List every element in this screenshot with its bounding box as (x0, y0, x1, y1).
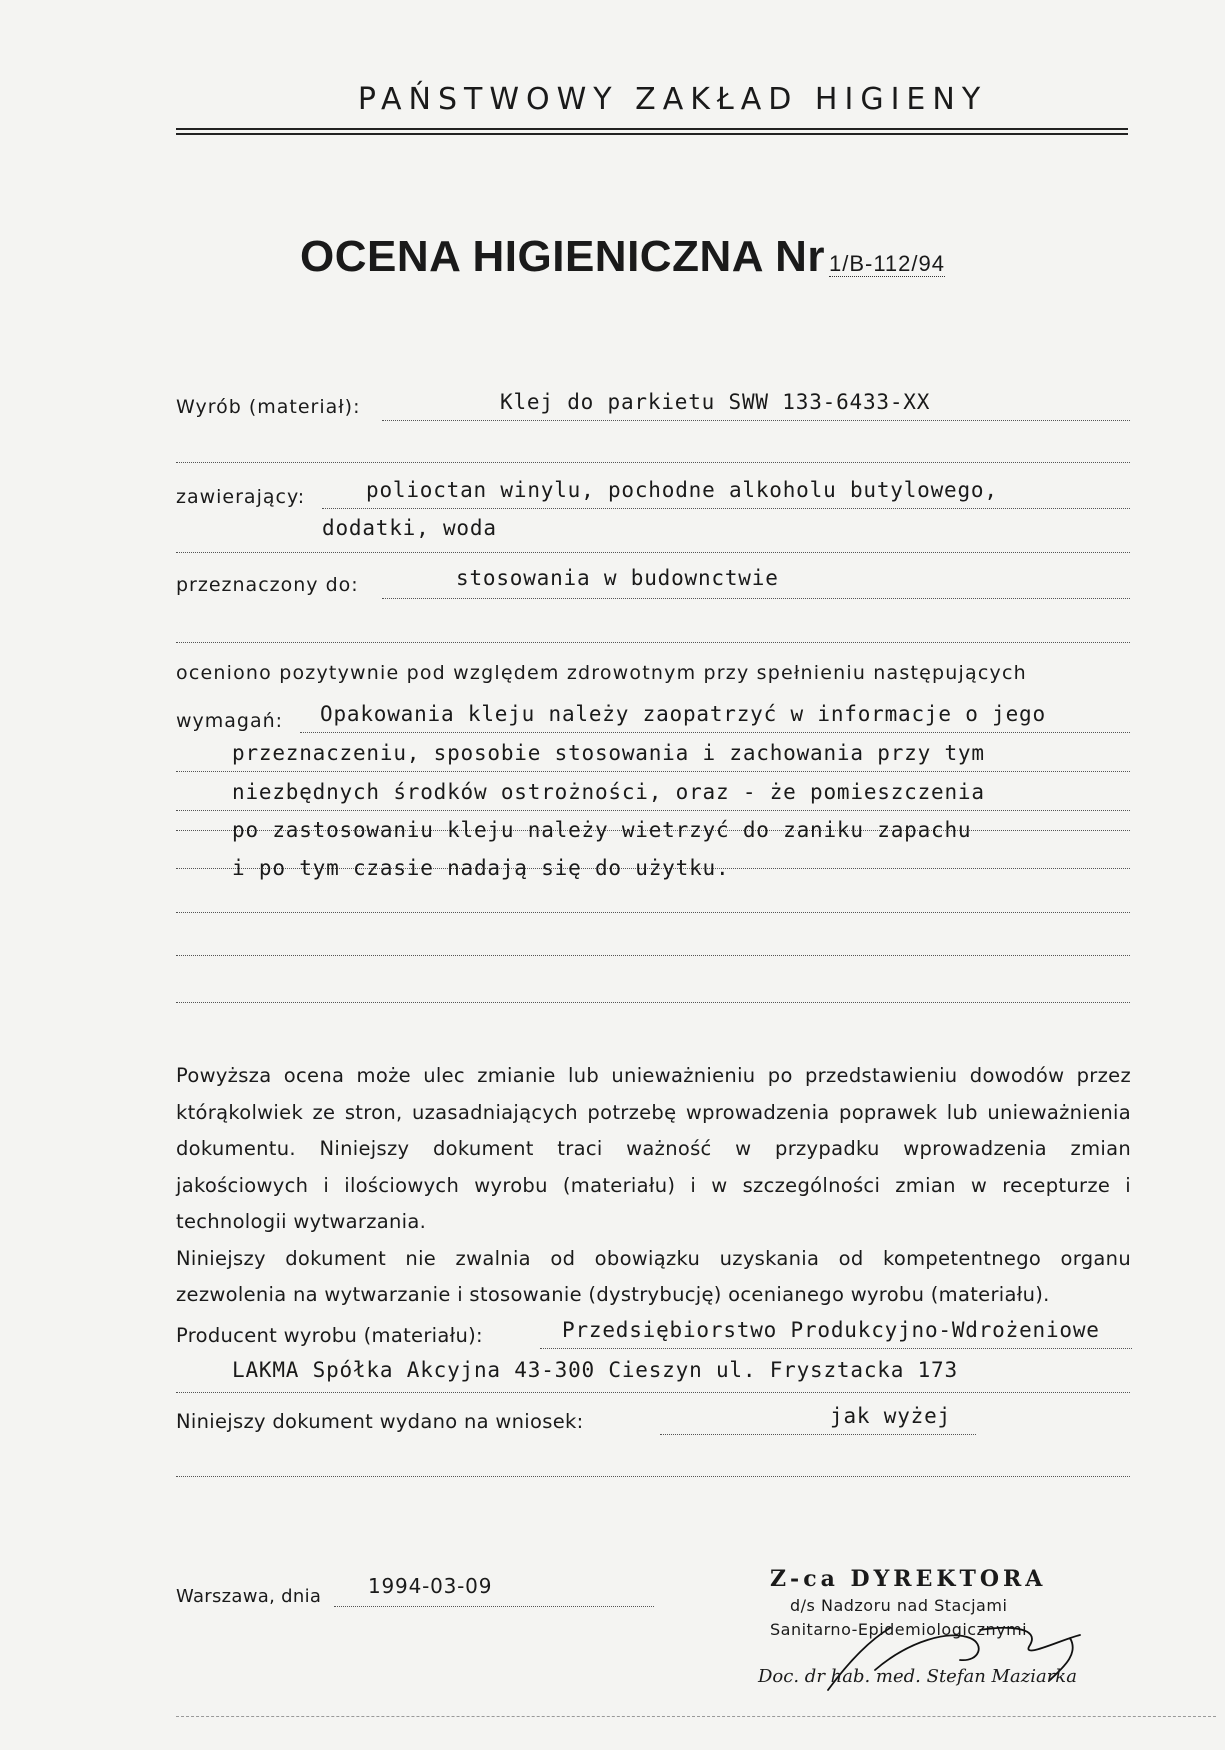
wyrob-dotline (382, 420, 1130, 421)
stamp-line-2: d/s Nadzoru nad Stacjami (790, 1596, 1008, 1615)
blank-dotline (176, 552, 1130, 553)
issue-date: 1994-03-09 (368, 1574, 493, 1598)
oceniono-text: oceniono pozytywnie pod względem zdrowotnym przy spełnieniu następujących (176, 662, 1027, 684)
zawierajacy-dotline (322, 508, 1130, 509)
wymagan-dotline-1 (300, 732, 1130, 733)
issued-label: Niniejszy dokument wydano na wniosek: (176, 1410, 584, 1433)
header-rule-bottom (176, 133, 1128, 135)
bottom-edge-line (176, 1716, 1216, 1717)
notice-paragraph-2: Niniejszy dokument nie zwalnia od obowiązku uzyskania od kompetentnego organu zezwolenia na wytwarzanie i stosowanie (dystrybucję) ocenianego wyrobu (materiału). (176, 1246, 1131, 1306)
wymagan-line-5: i po tym czasie nadają się do użytku. (232, 856, 730, 880)
producer-dotline-2 (176, 1392, 1130, 1393)
document-number: 1/B-112/94 (828, 251, 945, 276)
wymagan-dotline-2 (176, 771, 1130, 772)
przeznaczony-label: przeznaczony do: (176, 574, 359, 596)
wymagan-line-3: niezbędnych środków ostrożności, oraz - że pomieszczenia (232, 780, 985, 804)
stamp-line-1: Z-ca DYREKTORA (770, 1566, 1047, 1592)
title-text: OCENA HIGIENICZNA Nr (300, 232, 825, 281)
issued-value: jak wyżej (830, 1404, 951, 1428)
wymagan-label: wymagań: (176, 710, 284, 732)
document-title (300, 232, 945, 282)
przeznaczony-value: stosowania w budownctwie (456, 566, 779, 590)
header-rule-top (176, 128, 1128, 130)
blank-dotline (176, 462, 1130, 463)
wymagan-line-4: po zastosowaniu kleju należy wietrzyć do zaniku zapachu (232, 818, 972, 842)
producer-dotline-1 (540, 1348, 1132, 1349)
wyrob-value: Klej do parkietu SWW 133-6433-XX (500, 390, 931, 414)
przeznaczony-dotline (382, 598, 1130, 599)
blank-dotline (176, 1002, 1130, 1003)
wymagan-line-1: Opakowania kleju należy zaopatrzyć w informacje o jego (320, 702, 1046, 726)
producer-line-1: Przedsiębiorstwo Produkcyjno-Wdrożeniowe (562, 1318, 1100, 1342)
wymagan-dotline-3 (176, 810, 1130, 811)
wyrob-label: Wyrób (materiał): (176, 396, 361, 418)
signer-name: Doc. dr hab. med. Stefan Maziarka (758, 1666, 1077, 1687)
producer-label: Producent wyrobu (materiału): (176, 1324, 483, 1347)
place-date-label: Warszawa, dnia (176, 1586, 322, 1607)
notice-paragraph-1: Powyższa ocena może ulec zmianie lub unieważnieniu po przedstawieniu dowodów przez którąkolwiek ze stron, uzasadniających potrzebę wprowadzenia poprawek lub unieważnienia dokumentu. Niniejszy dokument traci ważność w przypadku wprowadzenia zmian jakościowych i ilościowych wyrobu (materiału) i w szczególności zmian w recepturze i technologii wytwarzania. (176, 1064, 1131, 1233)
issued-dotline (660, 1434, 976, 1435)
date-dotline (334, 1606, 654, 1607)
zawierajacy-line2: dodatki, woda (322, 516, 497, 540)
producer-line-2: LAKMA Spółka Akcyjna 43-300 Cieszyn ul. Frysztacka 173 (232, 1358, 958, 1382)
blank-dotline (176, 1476, 1130, 1477)
institution-name: PAŃSTWOWY ZAKŁAD HIGIENY (357, 82, 988, 117)
wymagan-line-2: przeznaczeniu, sposobie stosowania i zachowania przy tym (232, 741, 985, 765)
blank-dotline (176, 642, 1130, 643)
stamp-line-3: Sanitarno-Epidemiologicznymi (770, 1620, 1028, 1639)
blank-dotline (176, 955, 1130, 956)
zawierajacy-line1: polioctan winylu, pochodne alkoholu butylowego, (366, 478, 998, 502)
zawierajacy-label: zawierający: (176, 486, 306, 508)
notice-block (176, 1058, 1131, 1314)
blank-dotline (176, 912, 1130, 913)
